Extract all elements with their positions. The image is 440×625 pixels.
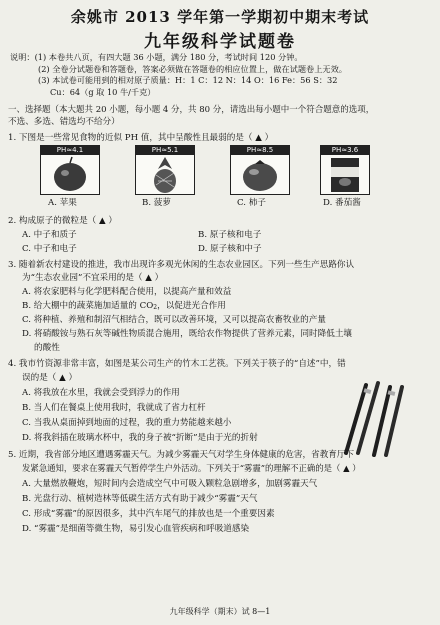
q2-option-d: D. 原子核和中子 xyxy=(198,244,262,254)
q3-stem-1: 3. 随着新农村建设的推进，我市出现许多观光休闲的生态农业园区。下列一些生产思路你认 xyxy=(8,260,355,270)
q3-option-d-cont: 的酸性 xyxy=(34,343,60,353)
q3-option-c: C. 将种植、养殖和制沼气相结合，既可以改善环境，又可以提高农畜牧业的产量 xyxy=(22,315,326,325)
persimmon-icon xyxy=(231,155,289,194)
q4-stem-1: 4. 我市竹资源非常丰富，如图是某公司生产的竹木工艺筷。下列关于筷子的“自述”中，错 xyxy=(8,359,346,369)
persimmon-image xyxy=(230,145,290,195)
apple-icon xyxy=(41,155,99,194)
page-footer: 九年级科学（期末）试 8—1 xyxy=(169,607,271,616)
q5-option-d: D. “雾霾”是细菌等微生物，易引发心血管疾病和呼吸道感染 xyxy=(22,524,250,534)
q1-option-d: D. 番茄酱 xyxy=(323,198,361,208)
q2-option-a: A. 中子和质子 xyxy=(22,230,77,240)
ketchup-can-icon xyxy=(321,155,369,194)
q5-option-a: A. 大量燃放鞭炮，短时间内会造成空气中可吸入颗粒急剧增多，加剧雾霾天气 xyxy=(22,479,318,489)
section-heading: 一、选择题（本大题共 20 小题，每小题 4 分，共 80 分，请选出每小题中一个符合题意的选项， xyxy=(8,105,375,115)
instructions xyxy=(10,52,435,98)
chopsticks-icon xyxy=(346,383,402,455)
ketchup-ph: PH≈3.6 xyxy=(321,146,369,155)
q3-stem-2: 为“生态农业园”不宜采用的是（ ▲ ） xyxy=(22,273,164,283)
instruction-line-2: (2) 全卷分试题卷和答题卷，答案必须做在答题卷的相应位置上，做在试题卷上无效。 xyxy=(38,63,347,74)
apple-ph: PH≈4.1 xyxy=(41,146,99,155)
chopsticks-image xyxy=(338,377,420,459)
q5-stem-2: 发紧急通知，要求在雾霾天气暂停学生户外活动。下列关于“雾霾”的理解不正确的是（ ▲ ） xyxy=(22,463,361,473)
pineapple-ph: PH≈5.1 xyxy=(136,146,194,155)
q1-option-b: B. 菠萝 xyxy=(142,198,171,208)
section-heading-cont: 不选、多选、错选均不给分） xyxy=(8,117,120,127)
q2-option-b: B. 原子核和电子 xyxy=(198,230,262,240)
q4-stem-2: 误的是（ ▲ ） xyxy=(22,373,78,383)
pineapple-icon xyxy=(136,155,194,194)
ketchup-image xyxy=(320,145,370,195)
q3-option-a: A. 将农家肥料与化学肥料配合使用，以提高产量和效益 xyxy=(22,287,232,297)
instruction-line-1: 说明：(1) 本卷共八页，有四大题 36 小题，满分 180 分，考试时间 120 分钟。 xyxy=(10,52,303,62)
exam-title: 余姚市 2013 学年第一学期初中期末考试 xyxy=(70,8,370,26)
q5-option-b: B. 光盘行动、植树造林等低碳生活方式有助于减少“雾霾”天气 xyxy=(22,494,258,504)
q4-option-d: D. 将我斜插在玻璃水杯中，我的身子被“折断”是由于光的折射 xyxy=(22,433,258,443)
instruction-line-3: (3) 本试卷可能用到的相对原子质量：H：1 C：12 N：14 O：16 Fe：56 S：32 xyxy=(38,75,338,86)
q1-option-a: A. 苹果 xyxy=(48,198,77,208)
instruction-line-4: Cu：64（g 取 10 牛/千克） xyxy=(50,86,156,97)
apple-image xyxy=(40,145,100,195)
q5-option-c: C. 形成“雾霾”的原因很多，其中汽车尾气的排放也是一个重要因素 xyxy=(22,509,275,519)
persimmon-ph: PH≈8.5 xyxy=(231,146,289,155)
q4-option-a: A. 将我放在水里，我就会受到浮力的作用 xyxy=(22,388,180,398)
q3-option-b: B. 给大棚中的蔬菜施加适量的 CO2，以促进光合作用 xyxy=(22,301,226,311)
q4-option-b: B. 当人们在餐桌上使用我时，我就成了省力杠杆 xyxy=(22,403,206,413)
q3-option-d: D. 将硝酸铵与熟石灰等碱性物质混合施用，既给农作物提供了营养元素，同时降低土壤 xyxy=(22,329,353,339)
q2-stem: 2. 构成原子的微粒是（ ▲ ） xyxy=(8,216,117,226)
q4-option-c: C. 当我从桌面掉到地面的过程，我的重力势能越来越小 xyxy=(22,418,232,428)
exam-subtitle: 九年级科学试题卷 xyxy=(144,32,296,52)
q2-option-c: C. 中子和电子 xyxy=(22,244,77,254)
q1-stem: 1. 下图是一些常见食物的近似 PH 值，其中呈酸性且最弱的是（ ▲ ） xyxy=(8,133,274,143)
pineapple-image xyxy=(135,145,195,195)
instructions-label: 说明： xyxy=(10,52,35,62)
q1-option-c: C. 柿子 xyxy=(237,198,266,208)
q5-stem-1: 5. 近期，我省部分地区遭遇雾霾天气。为减少雾霾天气对学生身体健康的危害，省教育厅下 xyxy=(8,450,355,460)
